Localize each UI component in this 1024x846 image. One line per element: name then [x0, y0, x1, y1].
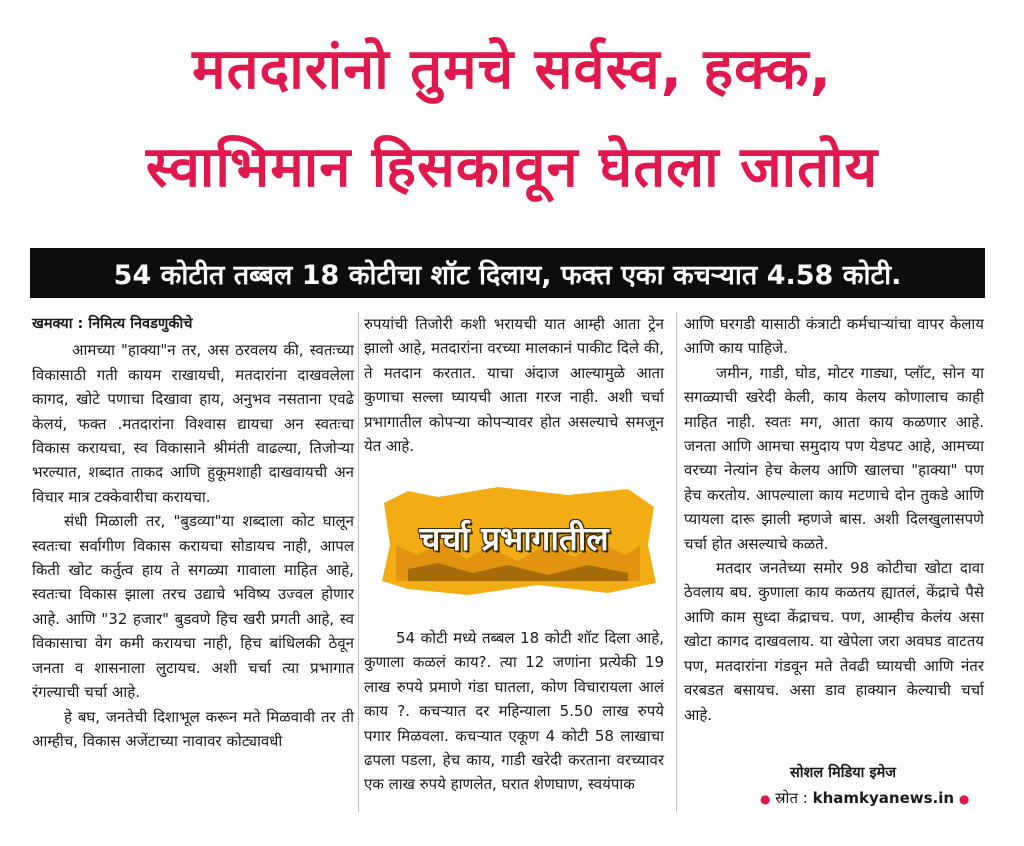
image-credit: सोशल मिडिया इमेज — [790, 765, 896, 781]
article-kicker: खमक्या : निमित्य निवडणुकीचे — [32, 316, 193, 332]
article-column-2-continued — [364, 626, 664, 797]
bullet-icon: ● — [760, 792, 771, 806]
source-site: khamkyanews.in — [812, 789, 955, 807]
paragraph: संधी मिळाली तर, "बुडव्या"या शब्दाला कोट घालून स्वतःचा सर्वागीण विकास करायचा सोडायच नाही, आपल किती खोट कर्तुत्व हाय ते सगळ्या गावाला माहित आहे, स्वतःचा विकास झाला तरच उद्याचे भविष्य उज्वल होणार आहे. आणि "32 हजार" बुडवणे हिच खरी प्रगती आहे, स्व विकासाचा वेग कमी करायचा नाही, हिच बांधिलकी ठेवून जनता व शासनाला लुटायच. अशी चर्चा त्या प्रभागात रंगल्याची चर्चा आहे. — [32, 512, 354, 702]
section-badge — [378, 485, 658, 597]
paragraph: हे बघ, जनतेची दिशाभूल करून मते मिळवावी तर ती आम्हीच, विकास अजेंटाच्या नावावर कोट्यावधी — [32, 707, 354, 750]
bullet-icon: ● — [958, 792, 970, 806]
article-column-1 — [32, 312, 354, 753]
headline-line-2: स्वाभिमान हिसकावून घेतला जातोय — [145, 135, 879, 200]
paragraph: जमीन, गाडी, घोड, मोटर गाड्या, प्लॉट, सोन या सगळ्याची खरेदी केली, काय केलय कोणालाच काही माहित नाही. स्वतः मग, आता काय कळणार आहे. जनता आणि आमचा समुदाय पण येडपट आहे, आमच्या वरच्या नेत्यांन हेच केलय आणि खालचा "हाक्या" पण हेच करतोय. आपल्याला काय मटणाचे दोन तुकडे आणि प्यायला दारू झाली म्हणजे बास. अशी दिलखुलासपणे चर्चा होत असल्याचे कळते. — [684, 363, 984, 553]
article-column-2 — [364, 312, 664, 458]
paragraph: 54 कोटी मध्ये तब्बल 18 कोटी शॉट दिला आहे, कुणाला कळलं काय?. त्या 12 जणांना प्रत्येकी 19 लाख रुपये प्रमाणे गंडा घातला, कोण विचारायला आलं काय ?. कचऱ्यात दर महिन्याला 5.50 लाख रुपये पगार मिळवला. कचऱ्यात एकूण 4 कोटी 58 लाखाचा ढपला पडला, हेच काय, गाडी खरेदी करताना वरच्यावर एक लाख रुपये हाणलेत, घरात शेणघाण, स्वयंपाक — [364, 629, 664, 794]
source-line — [760, 788, 990, 808]
subheadline-text: 54 कोटीत तब्बल 18 कोटीचा शॉट दिलाय, फक्त एका कचऱ्यात 4.58 कोटी. — [113, 259, 902, 291]
subheadline-bar — [30, 248, 985, 298]
article-column-3 — [684, 312, 984, 727]
badge-label: चर्चा प्रभागातील — [419, 519, 609, 558]
paragraph: आणि घरगडी यासाठी कंत्राटी कर्मचाऱ्यांचा वापर केलाय आणि काय पाहिजे. — [684, 315, 984, 358]
column-divider — [676, 312, 677, 812]
paragraph: रुपयांची तिजोरी कशी भरायची यात आम्ही आता ट्रेन झालो आहे, मतदारांना वरच्या मालकानं पाकीट दिले की, ते मतदान करतात. याचा अंदाज आल्यामुळे आता कुणाचा सल्ला घ्यायची आता गरज नाही. अशी चर्चा प्रभागातील कोपऱ्या कोपऱ्यावर होत असल्याचे समजून येत आहे. — [364, 315, 664, 456]
headline-line-1: मतदारांनो तुमचे सर्वस्व, हक्क, — [192, 37, 832, 102]
paragraph: आमच्या "हाक्या"न तर, अस ठरवलय की, स्वतःच्या विकासाठी गती कायम राखायची, मतदारांना दाखवलेला कागद, खोटे पणाचा दिखावा हाय, अनुभव नसताना एवढे केलयं, फक्त .मतदारांना विश्वास द्यायचा अन स्वतःचा विकास करायचा, स्व विकासाने श्रीमंती वाढल्या, तिजोऱ्या भरल्यात, शब्दात ताकद आणि हुकूमशाही दाखवायची अन विचार मात्र टक्केवारीचा करायचा. — [32, 341, 354, 506]
paragraph: मतदार जनतेच्या समोर 98 कोटीचा खोटा दावा ठेवलाय बघ. कुणाला काय कळतय ह्यातलं, केंद्राचे पैसे आणि काम सुध्दा केंद्राचच. पण, आम्हीच केलंय असा खोटा कागद दाखवलाय. या खेपेला जरा अवघड वाटतय पण, मतदारांना गंडवून मते तेवढी घ्यायची आणि नंतर वरबडत बसायच. असा डाव हाक्यान केल्याची चर्चा आहे. — [684, 559, 984, 724]
source-label: स्रोत : — [775, 789, 808, 807]
column-divider — [358, 312, 359, 812]
